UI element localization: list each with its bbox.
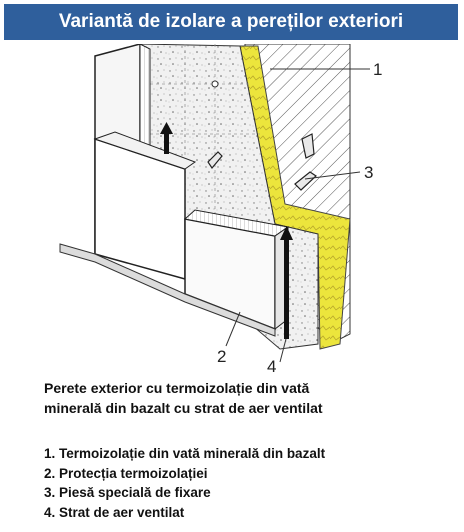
legend-item-4: 4. Strat de aer ventilat	[44, 504, 185, 520]
callout-4: 4	[267, 357, 277, 374]
legend-item-1: 1. Termoizolație din vată minerală din bazalt	[44, 446, 326, 461]
legend-item-2: 2. Protecția termoizolației	[44, 465, 208, 481]
caption	[44, 378, 444, 418]
callout-1: 1	[373, 60, 383, 79]
wall-insulation-drawing	[0, 44, 464, 374]
callout-3: 3	[364, 163, 374, 182]
legend	[44, 444, 444, 522]
caption-line-2: minerală din bazalt cu strat de aer ventilat	[44, 400, 323, 416]
diagram-title: Variantă de izolare a pereților exteriori	[58, 11, 404, 32]
legend-item-3: 3. Piesă specială de fixare	[44, 485, 211, 500]
callout-2: 2	[217, 347, 227, 366]
title-bar	[4, 4, 458, 40]
caption-line-1: Perete exterior cu termoizolație din vată	[44, 380, 310, 396]
anchor-point	[212, 81, 218, 87]
